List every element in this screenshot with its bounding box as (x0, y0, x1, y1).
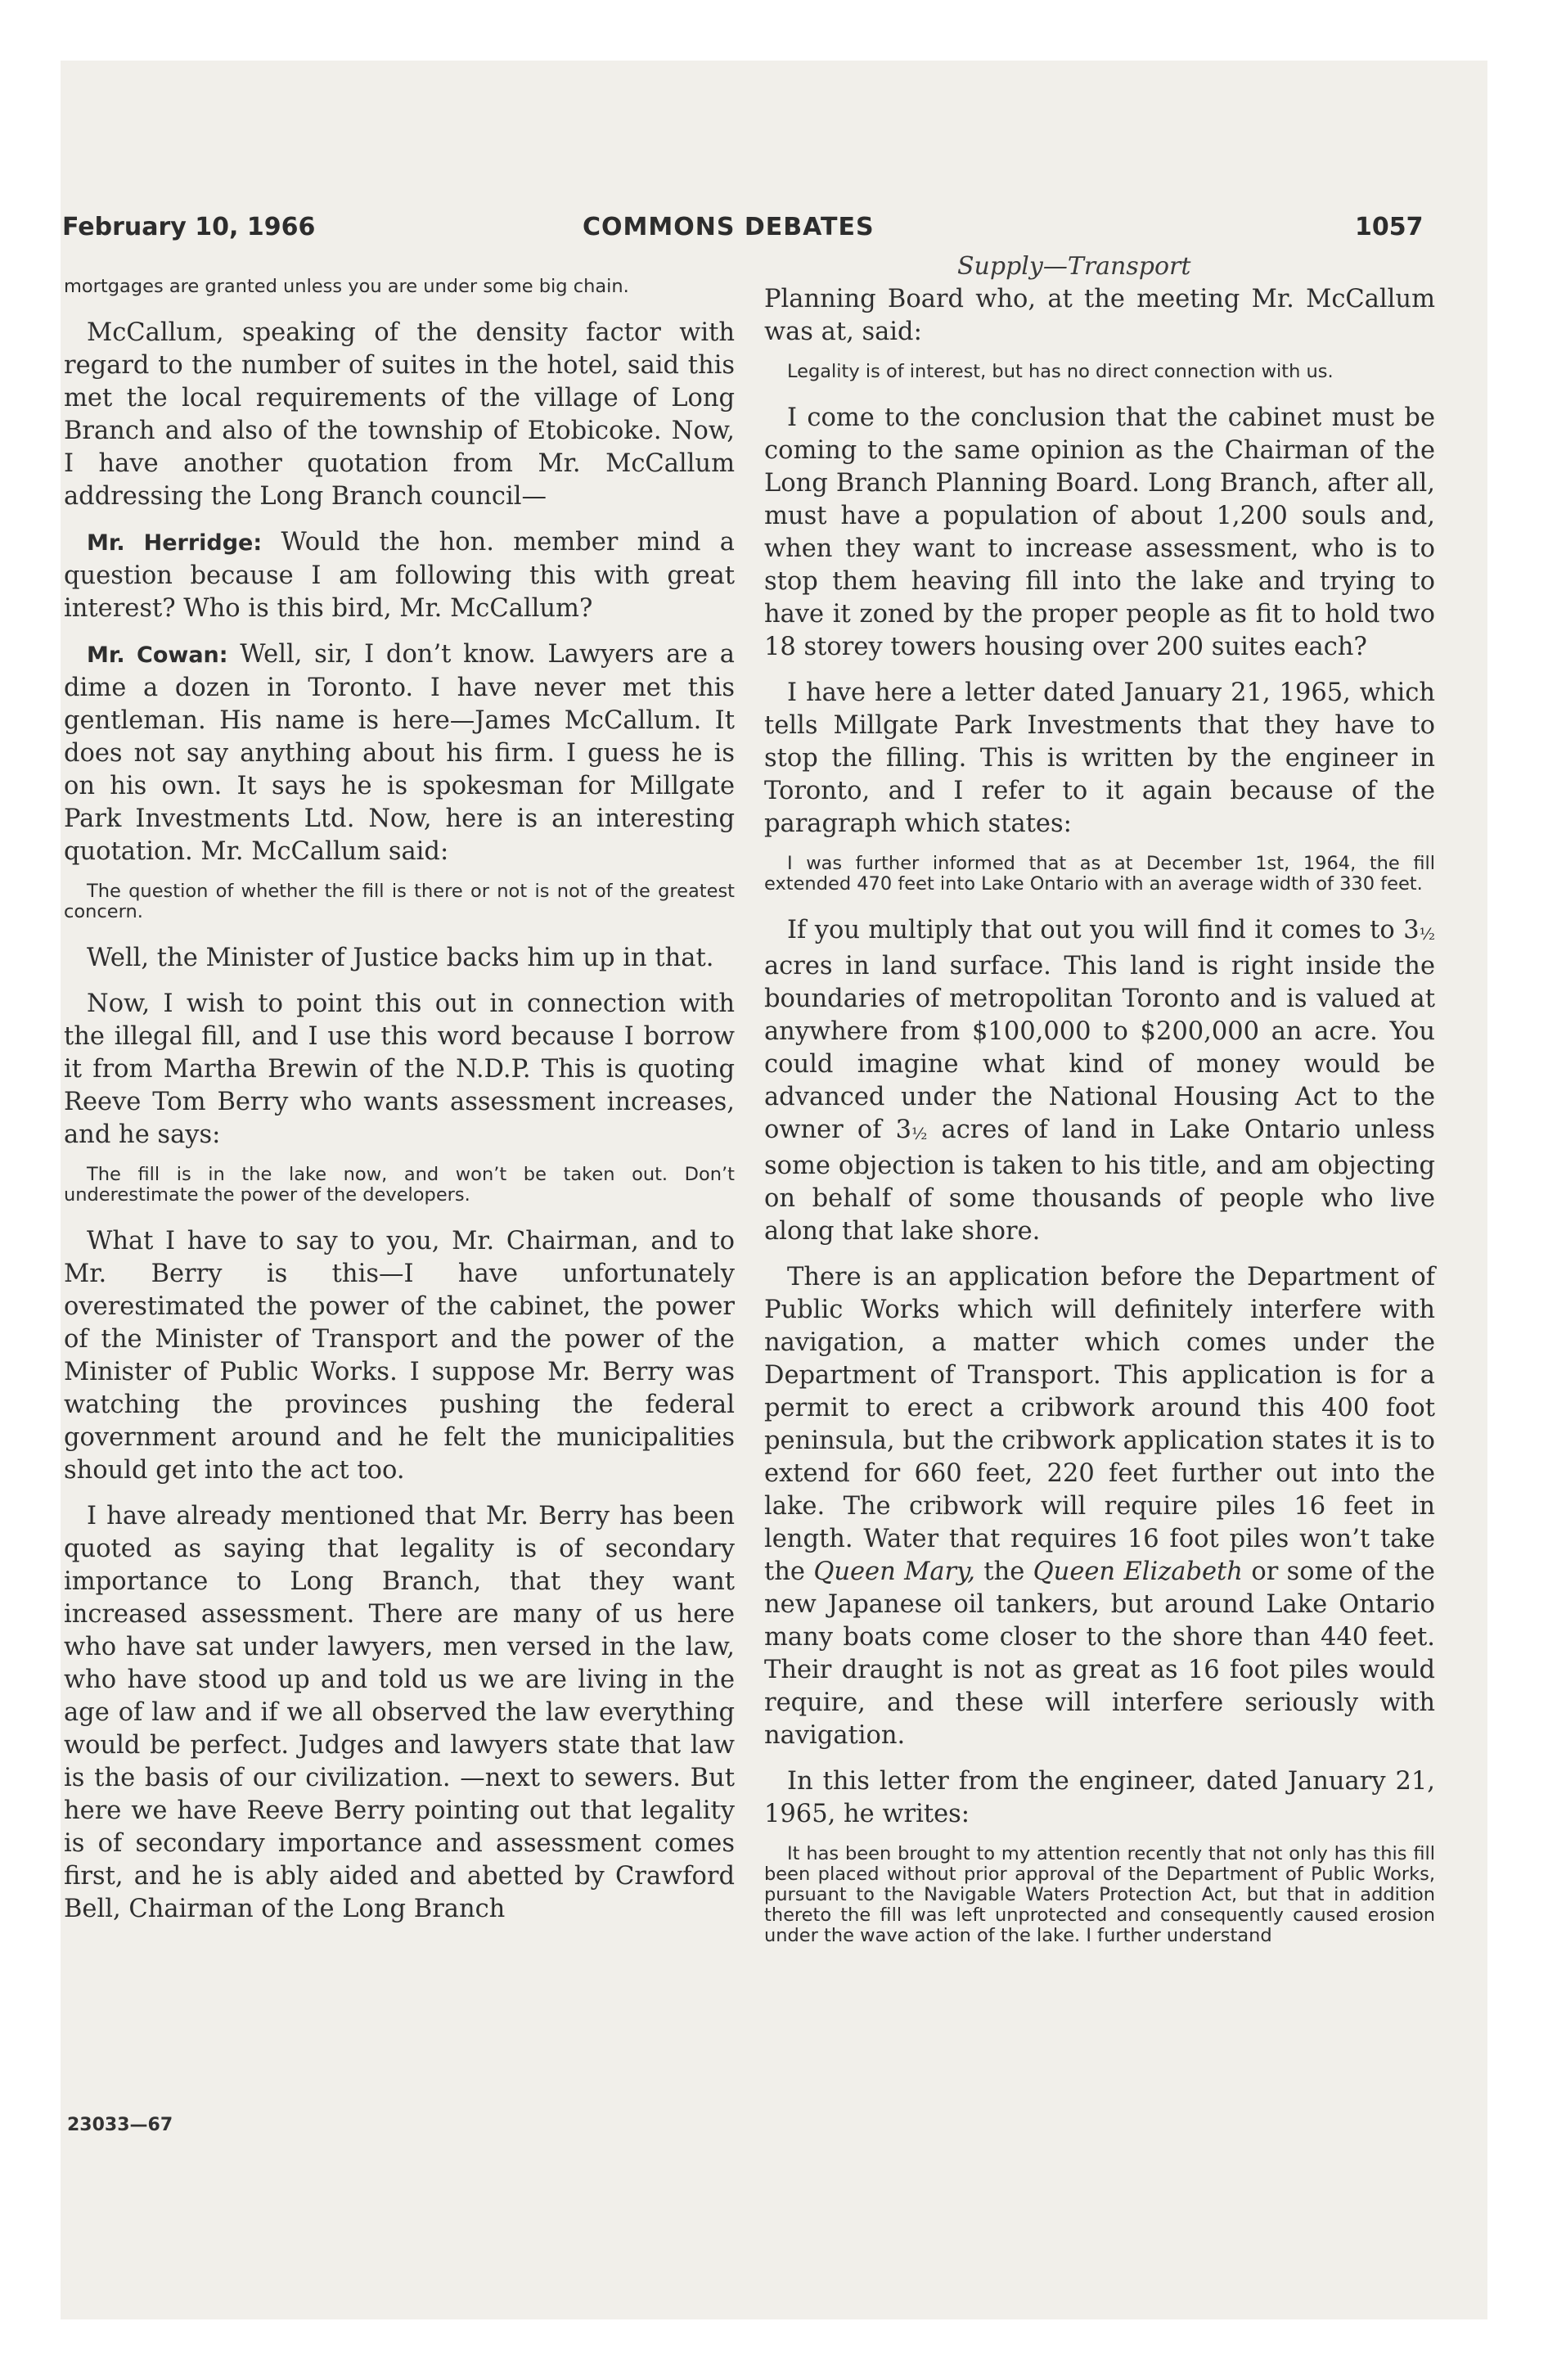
running-head: Supply—Transport (957, 252, 1191, 281)
paragraph: mortgages are granted unless you are under some big chain. (64, 276, 629, 297)
speaker-name: Mr. Herridge: (87, 530, 263, 556)
left-column (64, 277, 735, 1939)
text-run: If you multiply that out you will find it comes to 3 (787, 916, 1420, 944)
ship-name: Queen Mary, (813, 1557, 975, 1586)
block-quote: I was further informed that as at December 1st, 1964, the fill extended 470 feet into Lake Ontario with an average width of 330 feet. (764, 853, 1435, 895)
speaker-paragraph (64, 638, 735, 868)
right-column (764, 283, 1435, 1966)
speech-text: Would the hon. member mind a question because I am following this with great interest? Who is this bird, Mr. McCallum? (64, 528, 735, 623)
footer-code: 23033—67 (67, 2115, 173, 2135)
block-quote: Legality is of interest, but has no direct connection with us. (787, 361, 1334, 382)
paragraph: Planning Board who, at the meeting Mr. McCallum was at, said: (764, 285, 1435, 346)
paragraph: I have here a letter dated January 21, 1965, which tells Millgate Park Investments that they have to stop the filling. This is written by the engineer in Toronto, and I refer to it again because of the paragraph which states: (764, 678, 1435, 838)
text-run: acres in land surface. This land is right inside the boundaries of metropolitan Toronto and is valued at anywhere from $100,000 to $200,000 an acre. You could imagine what kind of money would be advanced under the National Housing Act to the owner of 3 (764, 952, 1435, 1144)
paragraph: In this letter from the engineer, dated January 21, 1965, he writes: (764, 1767, 1435, 1828)
publication-title: COMMONS DEBATES (583, 213, 875, 241)
paragraph: I have already mentioned that Mr. Berry has been quoted as saying that legality is of secondary importance to Long Branch, that they want increased assessment. There are many of us here who have sat under lawyers, men versed in the law, who have stood up and told us we are living in the age of law and if we all observed the law everything would be perfect. Judges and lawyers state that law is the basis of our civilization. —next to sewers. But here we have Reeve Berry pointing out that legality is of secondary importance and assessment comes first, and he is ably aided and abetted by Crawford Bell, Chairman of the Long Branch (64, 1502, 735, 1923)
block-quote: The question of whether the fill is there or not is not of the greatest concern. (64, 881, 735, 922)
speech-text: Well, sir, I don’t know. Lawyers are a dime a dozen in Toronto. I have never met this gentleman. His name is here—James McCallum. It does not say anything about his firm. I guess he is on his own. It says he is spokesman for Millgate Park Investments Ltd. Now, here is an interesting quotation. Mr. McCallum said: (64, 640, 735, 866)
block-quote: The fill is in the lake now, and won’t be taken out. Don’t underestimate the power of the developers. (64, 1164, 735, 1206)
paragraph: McCallum, speaking of the density factor with regard to the number of suites in the hotel, said this met the local requirements of the village of Long Branch and also of the township of Etobicoke. Now, I have another quotation from Mr. McCallum addressing the Long Branch council— (64, 318, 735, 511)
speaker-paragraph (64, 526, 735, 625)
page-number: 1057 (1355, 213, 1424, 241)
page-date: February 10, 1966 (62, 213, 316, 241)
text-run: the (974, 1557, 1033, 1586)
paragraph: What I have to say to you, Mr. Chairman, and to Mr. Berry is this—I have unfortunately overestimated the power of the cabinet, the power of the Minister of Transport and the power of the Minister of Public Works. I suppose Mr. Berry was watching the provinces pushing the federal government around and he felt the municipalities should get into the act too. (64, 1227, 735, 1485)
speaker-name: Mr. Cowan: (87, 642, 228, 668)
paragraph (764, 914, 1435, 1248)
ship-name: Queen Elizabeth (1033, 1557, 1243, 1586)
paragraph: Well, the Minister of Justice backs him up in that. (87, 944, 714, 972)
fraction: ½ (1419, 924, 1435, 944)
text-run: acres of land in Lake Ontario unless some objection is taken to his title, and am objecting on behalf of some thousands of people who live along that lake shore. (764, 1116, 1435, 1246)
paragraph: Now, I wish to point this out in connection with the illegal fill, and I use this word because I borrow it from Martha Brewin of the N.D.P. This is quoting Reeve Tom Berry who wants assessment increases, and he says: (64, 989, 735, 1149)
paragraph: I come to the conclusion that the cabinet must be coming to the same opinion as the Chairman of the Long Branch Planning Board. Long Branch, after all, must have a population of about 1,200 souls and, when they want to increase assessment, who is to stop them heaving fill into the lake and trying to have it zoned by the proper people as fit to hold two 18 storey towers housing over 200 suites each? (764, 403, 1435, 661)
text-run: or some of the new Japanese oil tankers, but around Lake Ontario many boats come closer to the shore than 440 feet. Their draught is not as great as 16 foot piles would require, and these will interfere seriously with navigation. (764, 1557, 1435, 1750)
block-quote: It has been brought to my attention recently that not only has this fill been placed without prior approval of the Department of Public Works, pursuant to the Navigable Waters Protection Act, but that in addition thereto the fill was left unprotected and consequently caused erosion under the wave action of the lake. I further understand (764, 1843, 1435, 1946)
text-run: There is an application before the Department of Public Works which will definitely interfere with navigation, a matter which comes under the Department of Transport. This application is for a permit to erect a cribwork around this 400 foot peninsula, but the cribwork application states it is to extend for 660 feet, 220 feet further out into the lake. The cribwork will require piles 16 feet in length. Water that requires 16 foot piles won’t take the (764, 1263, 1435, 1586)
fraction: ½ (911, 1124, 928, 1143)
paragraph (764, 1261, 1435, 1752)
